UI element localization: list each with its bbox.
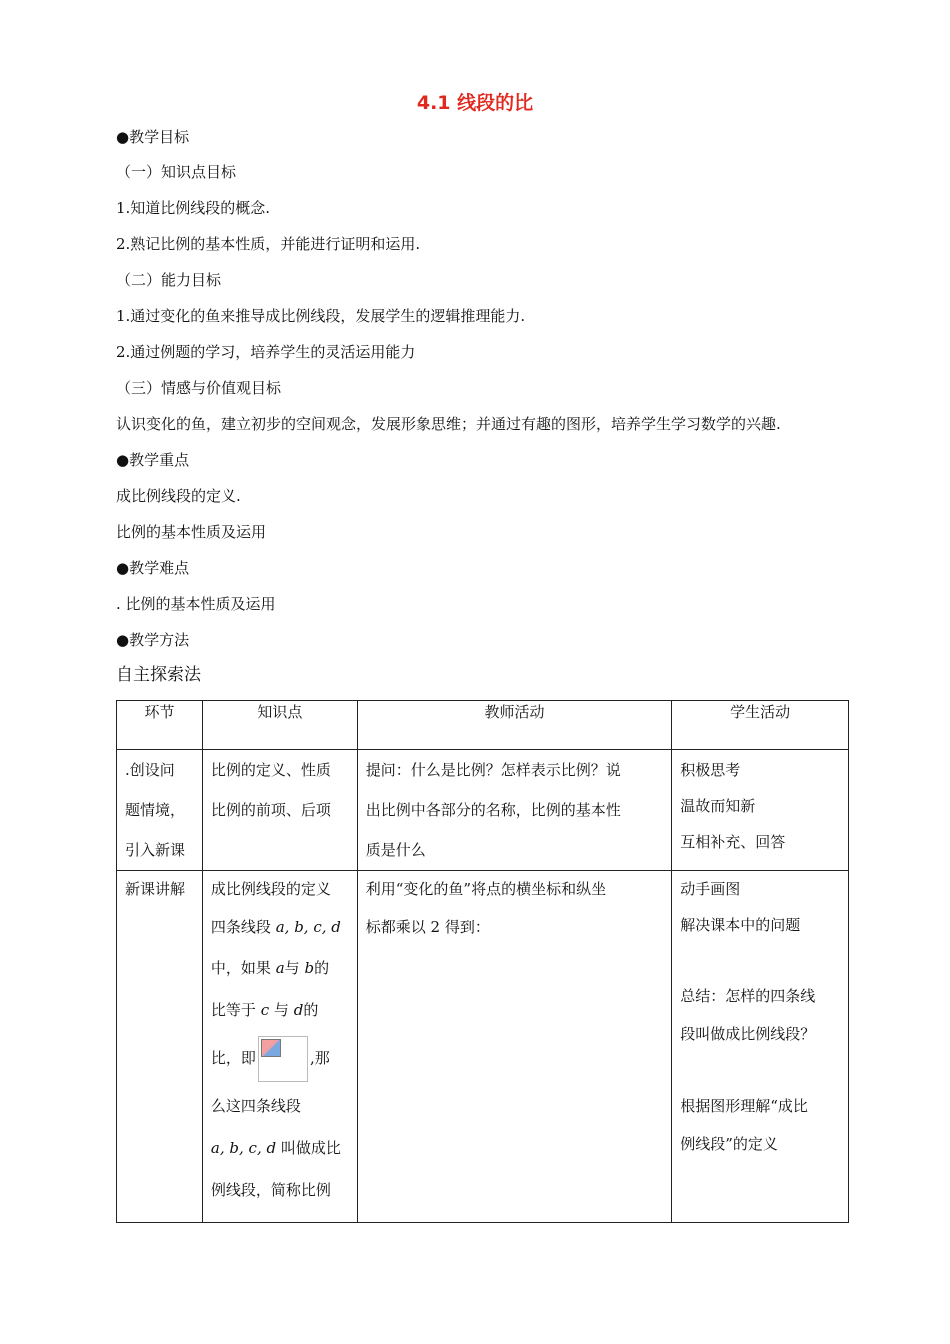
- row1-knowledge-line: 比例的定义、性质: [210, 761, 331, 779]
- spacer: [680, 1053, 840, 1087]
- broken-image-icon: [258, 1036, 308, 1082]
- page-title: 4.1 线段的比: [416, 92, 534, 114]
- knowledge-objective-2: 2.熟记比例的基本性质，并能进行证明和运用.: [116, 235, 421, 253]
- methods-heading: ●教学方法: [116, 631, 190, 649]
- knowledge-objectives-subheading: （一）知识点目标: [116, 163, 237, 181]
- variable: c: [260, 1001, 270, 1019]
- header-stage: 环节: [117, 701, 203, 750]
- row2-knowledge-line: [211, 907, 349, 947]
- variables: a, b, c, d: [275, 918, 341, 936]
- table-row: [117, 871, 849, 1223]
- row1-teacher-line: 质是什么: [365, 841, 426, 859]
- key-points-heading: ●教学重点: [116, 451, 190, 469]
- image-thumbnail: [261, 1039, 281, 1057]
- variables: a, b, c, d: [210, 1139, 277, 1157]
- row2-knowledge-line: [211, 989, 349, 1031]
- difficulties-heading: ●教学难点: [116, 559, 190, 577]
- row2-student-line: 例线段”的定义: [680, 1135, 778, 1153]
- difficulty-1: . 比例的基本性质及运用: [116, 595, 276, 613]
- method-1: 自主探索法: [116, 665, 201, 685]
- text: 与: [273, 1001, 289, 1019]
- text: 叫做成比: [280, 1139, 341, 1157]
- variable: d: [293, 1001, 304, 1019]
- text: 比，即: [210, 1049, 256, 1067]
- row1-knowledge-line: 比例的前项、后项: [210, 801, 331, 819]
- emotion-objectives-subheading: （三）情感与价值观目标: [116, 379, 282, 397]
- text: ,那: [309, 1049, 330, 1067]
- row2-student-line: 根据图形理解“成比: [680, 1097, 808, 1115]
- text: 成比例线段的定义: [210, 880, 331, 898]
- variable: b: [304, 959, 315, 977]
- ability-objectives-subheading: （二）能力目标: [116, 271, 222, 289]
- text: 么这四条线段: [210, 1097, 301, 1115]
- text: 与: [284, 959, 300, 977]
- row1-stage-line: 引入新课: [125, 841, 186, 859]
- text: 比等于: [210, 1001, 256, 1019]
- row2-knowledge-line: [211, 947, 349, 989]
- knowledge-objective-1: 1.知道比例线段的概念.: [116, 199, 271, 217]
- row2-stage-cell: [117, 871, 203, 1223]
- row2-knowledge-cell: [202, 871, 357, 1223]
- row2-student-cell: [672, 871, 849, 1223]
- row1-student-line: 积极思考: [680, 761, 741, 779]
- text: 四条线段: [210, 918, 271, 936]
- row1-knowledge-cell: [202, 750, 357, 871]
- table-row: [117, 750, 849, 871]
- row2-knowledge-line: [211, 1031, 349, 1085]
- row2-teacher-cell: [357, 871, 671, 1223]
- text: 例线段，简称比例: [210, 1181, 331, 1199]
- row1-teacher-line: 提问：什么是比例？怎样表示比例？说: [365, 761, 621, 779]
- row2-stage-line: 新课讲解: [125, 880, 186, 898]
- row2-student-line: 段叫做成比例线段？: [680, 1025, 816, 1043]
- row2-student-line: 动手画图: [680, 880, 741, 898]
- row1-stage-cell: [117, 750, 203, 871]
- row1-stage-line: .创设问: [125, 761, 175, 779]
- ability-objective-2: 2.通过例题的学习，培养学生的灵活运用能力: [116, 343, 416, 361]
- variable: a: [275, 959, 285, 977]
- row2-student-line: 解决课本中的问题: [680, 916, 801, 934]
- row1-student-line: 互相补充、回答: [680, 833, 786, 851]
- row1-teacher-line: 出比例中各部分的名称，比例的基本性: [365, 801, 621, 819]
- row1-student-line: 温故而知新: [680, 797, 756, 815]
- spacer: [680, 943, 840, 977]
- row1-student-cell: [672, 750, 849, 871]
- row2-student-line: 总结：怎样的四条线: [680, 987, 816, 1005]
- emotion-objective-1: 认识变化的鱼，建立初步的空间观念，发展形象思维；并通过有趣的图形，培养学生学习数学的兴趣.: [116, 415, 781, 433]
- header-knowledge: 知识点: [202, 701, 357, 750]
- text: 中，如果: [210, 959, 271, 977]
- row2-knowledge-line: [211, 1127, 349, 1169]
- lesson-table: [116, 700, 849, 1223]
- row2-knowledge-line: [211, 871, 349, 907]
- key-point-2: 比例的基本性质及运用: [116, 523, 267, 541]
- row2-knowledge-line: [211, 1085, 349, 1127]
- text: 的: [314, 959, 330, 977]
- row2-teacher-line: 利用“变化的鱼”将点的横坐标和纵坐: [365, 880, 607, 898]
- row2-teacher-line: 标都乘以 2 得到：: [365, 918, 490, 936]
- objectives-heading: ●教学目标: [116, 128, 190, 146]
- header-teacher-activity: 教师活动: [357, 701, 671, 750]
- row1-stage-line: 题情境，: [125, 801, 186, 819]
- key-point-1: 成比例线段的定义.: [116, 487, 241, 505]
- ability-objective-1: 1.通过变化的鱼来推导成比例线段，发展学生的逻辑推理能力.: [116, 307, 526, 325]
- header-student-activity: 学生活动: [672, 701, 849, 750]
- row1-teacher-cell: [357, 750, 671, 871]
- row2-knowledge-line: [211, 1169, 349, 1211]
- table-header-row: [117, 701, 849, 750]
- text: 的: [303, 1001, 319, 1019]
